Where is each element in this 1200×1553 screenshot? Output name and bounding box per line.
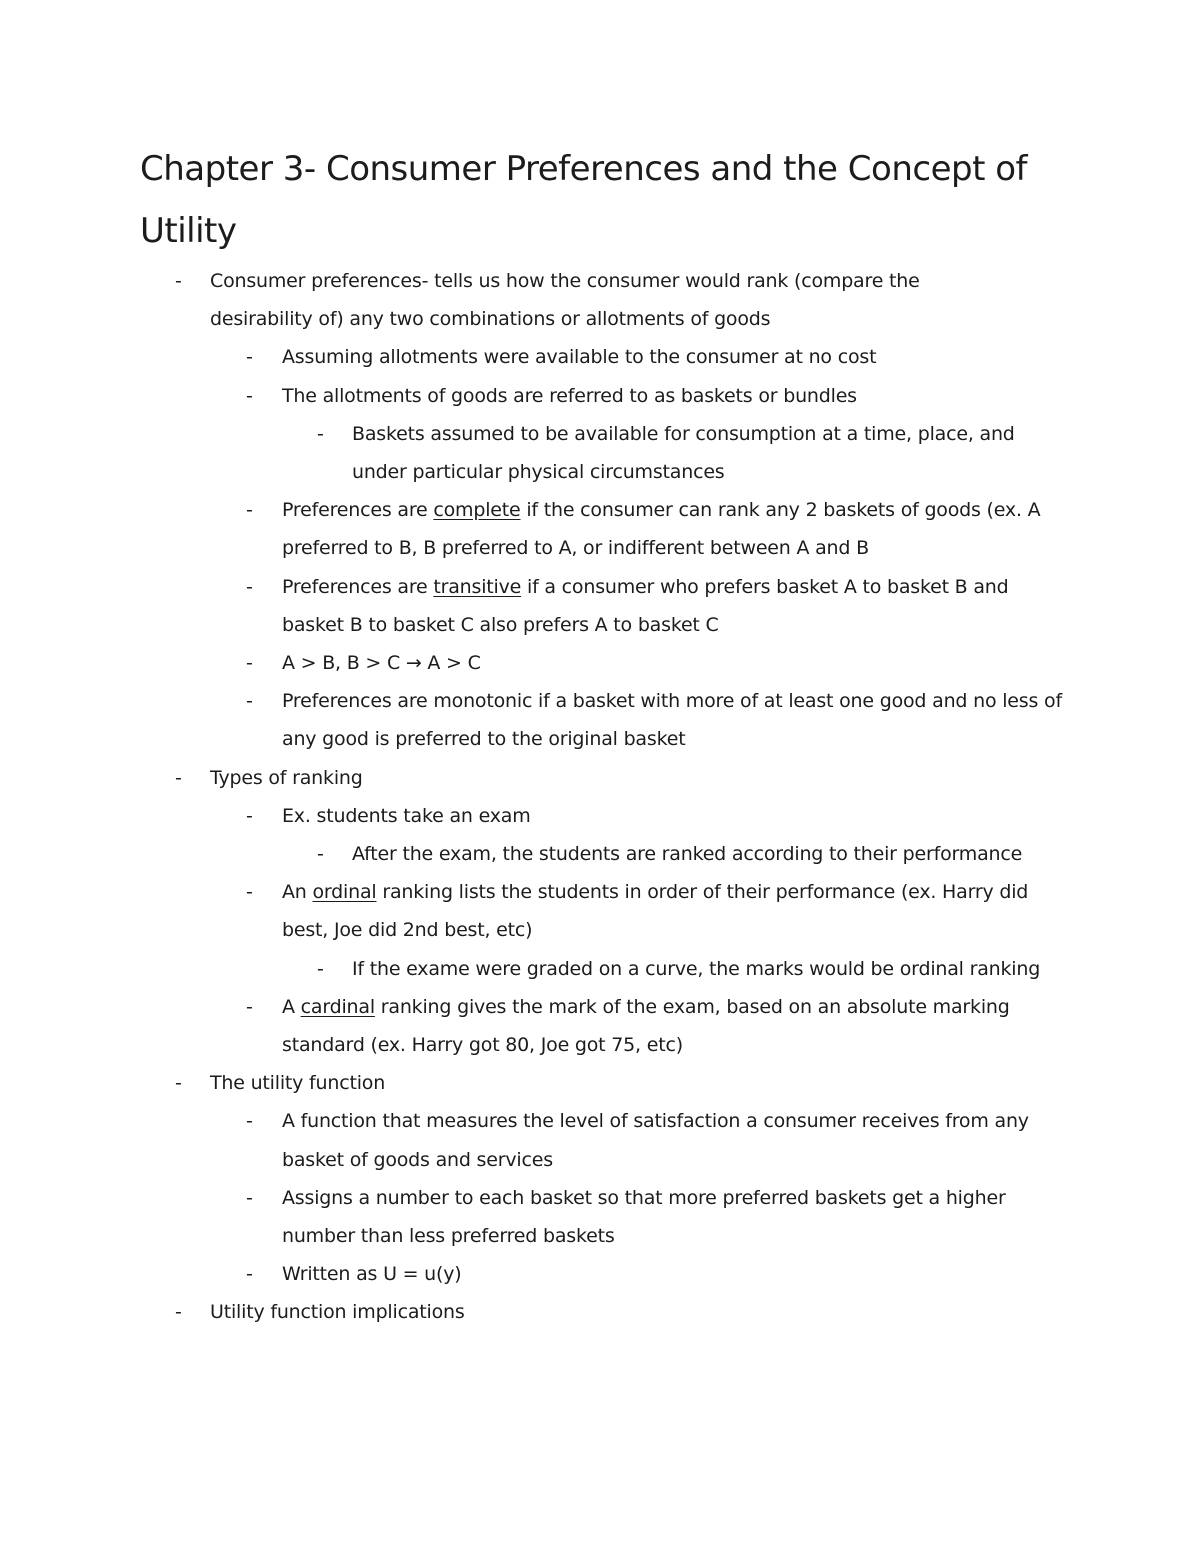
list-item <box>0 338 1072 376</box>
list-item <box>0 1293 990 1331</box>
list-item <box>0 377 1072 415</box>
item-text-post: ranking lists the students in order of their performance (ex. Harry did best, Joe did 2nd best, etc) <box>282 881 1029 942</box>
notes-list <box>0 262 1200 1332</box>
item-text: A function that measures the level of satisfaction a consumer receives from any basket of goods and services <box>282 1110 1029 1171</box>
bullet-dash: - <box>246 346 253 369</box>
item-text: After the exam, the students are ranked according to their performance <box>352 843 1023 866</box>
bullet-dash: - <box>246 384 253 407</box>
bullet-dash: - <box>317 422 324 445</box>
item-text: Utility function implications <box>210 1301 465 1324</box>
list-item <box>0 797 1072 835</box>
bullet-dash: - <box>317 957 324 980</box>
item-text-pre: Preferences are <box>282 575 434 598</box>
bullet-dash: - <box>175 270 182 292</box>
item-text: Assuming allotments were available to the consumer at no cost <box>282 346 877 369</box>
list-item <box>0 644 1072 682</box>
item-text-post: if the consumer can rank any 2 baskets of goods (ex. A preferred to B, B preferred to A, or indifferent between A and B <box>282 499 1041 560</box>
list-item <box>0 1255 1072 1293</box>
list-item <box>0 988 1072 1064</box>
bullet-dash: - <box>175 1301 182 1324</box>
item-text: Assigns a number to each basket so that more preferred baskets get a higher number than less preferred baskets <box>282 1186 1006 1248</box>
bullet-dash: - <box>246 652 253 675</box>
list-item <box>0 415 1072 491</box>
list-item <box>0 1179 1072 1255</box>
bullet-dash: - <box>246 499 253 522</box>
list-item <box>0 950 1072 988</box>
item-text-post: ranking gives the mark of the exam, based on an absolute marking standard (ex. Harry got 80, Joe got 75, etc) <box>282 995 1010 1057</box>
bullet-dash: - <box>246 881 253 904</box>
bullet-dash: - <box>246 995 253 1018</box>
list-item <box>0 491 1072 567</box>
item-text-pre: A <box>282 995 301 1018</box>
bullet-dash: - <box>246 804 253 827</box>
list-item <box>0 1102 1072 1178</box>
list-item <box>0 1064 990 1102</box>
bullet-dash: - <box>317 843 324 866</box>
item-text-post: if a consumer who prefers basket A to basket B and basket B to basket C also prefers A to basket C <box>282 575 1009 636</box>
item-text-pre: An <box>282 881 313 904</box>
underlined-term: ordinal <box>312 881 377 904</box>
item-text: The utility function <box>210 1072 386 1095</box>
bullet-dash: - <box>246 1110 253 1133</box>
bullet-dash: - <box>175 1072 182 1095</box>
list-item <box>0 759 990 797</box>
bullet-dash: - <box>175 766 182 789</box>
underlined-term: cardinal <box>300 995 375 1018</box>
item-text: The allotments of goods are referred to as baskets or bundles <box>282 384 857 407</box>
chapter-title: Chapter 3- Consumer Preferences and the Concept of Utility <box>140 149 1027 251</box>
bullet-dash: - <box>246 1263 253 1286</box>
bullet-dash: - <box>246 690 253 713</box>
underlined-term: complete <box>433 499 521 522</box>
list-item <box>0 262 990 338</box>
list-item <box>0 568 1072 644</box>
item-text: A > B, B > C → A > C <box>282 652 481 675</box>
underlined-term: transitive <box>433 575 522 598</box>
item-text: Baskets assumed to be available for consumption at a time, place, and under particular physical circumstances <box>352 422 1015 484</box>
list-item <box>0 682 1072 758</box>
list-item <box>0 835 1072 873</box>
item-text: Types of ranking <box>210 766 363 789</box>
item-text: Preferences are monotonic if a basket with more of at least one good and no less of any good is preferred to the original basket <box>282 690 1062 751</box>
bullet-dash: - <box>246 575 253 598</box>
item-text: Consumer preferences- tells us how the consumer would rank (compare the desirability of) any two combinations or allotments of goods <box>210 270 920 331</box>
bullet-dash: - <box>246 1186 253 1209</box>
item-text-pre: Preferences are <box>282 499 434 522</box>
item-text: Written as U = u(y) <box>282 1263 462 1286</box>
item-text: If the exame were graded on a curve, the marks would be ordinal ranking <box>352 957 1041 980</box>
list-item <box>0 873 1072 949</box>
item-text: Ex. students take an exam <box>282 804 531 827</box>
